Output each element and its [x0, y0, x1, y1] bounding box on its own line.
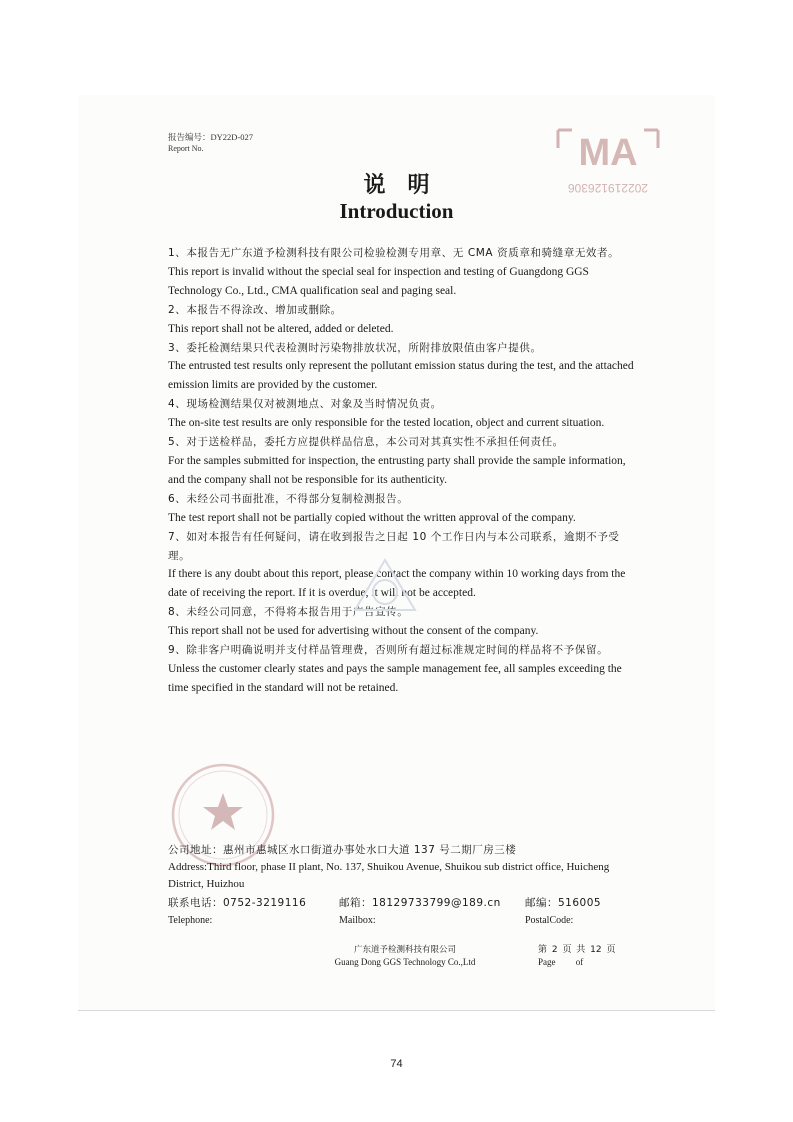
postal-cn: 邮编：516005	[525, 897, 602, 909]
clause-1-en: This report is invalid without the special seal for inspection and testing of Guangdong GGS Technology Co., Ltd., CMA qualification seal and paging seal.	[168, 265, 589, 297]
clause-7-cn: 7、如对本报告有任何疑问，请在收到报告之日起 10 个工作日内与本公司联系，逾期不予受理。	[168, 530, 620, 562]
page-indicator-en: Page of	[538, 957, 584, 967]
title-chinese: 说明	[363, 172, 452, 198]
clause-5-cn: 5、对于送检样品，委托方应提供样品信息，本公司对其真实性不承担任何责任。	[168, 436, 564, 449]
clause-8-cn: 8、未经公司同意，不得将本报告用于广告宣传。	[168, 606, 409, 619]
clause-4-cn: 4、现场检测结果仅对被测地点、对象及当时情况负责。	[168, 398, 442, 411]
mail-cn: 邮箱：18129733799@189.cn	[339, 897, 501, 909]
postal-en: PostalCode:	[525, 915, 574, 926]
contact-row	[168, 895, 638, 929]
clause-5-en: For the samples submitted for inspection, the entrusting party shall provide the sample information, and the company shall not be responsible for its authenticity.	[168, 454, 626, 486]
svg-text:MA: MA	[578, 132, 638, 174]
report-number	[168, 132, 253, 154]
phone-cn: 联系电话：0752-3219116	[168, 897, 307, 909]
clause-3-cn: 3、委托检测结果只代表检测时污染物排放状况，所附排放限值由客户提供。	[168, 341, 542, 354]
clause-7-en: If there is any doubt about this report, please contact the company within 10 working days from the date of receiving the report. If it is overdue, it will not be accepted.	[168, 568, 626, 600]
report-number-en: Report No.	[168, 144, 204, 153]
page-indicator	[538, 944, 615, 968]
clause-1-cn: 1、本报告无广东道予检测科技有限公司检验检测专用章、无 CMA 资质章和骑缝章无效者。	[168, 247, 620, 259]
address-en: Address:Third floor, phase II plant, No. 137, Shuikou Avenue, Shuikou sub district office, Huicheng District, Huizhou	[168, 861, 610, 890]
clause-8-en: This report shall not be used for advertising without the consent of the company.	[168, 625, 539, 638]
footer-contact	[168, 842, 638, 929]
svg-text:202219126306: 202219126306	[567, 181, 649, 195]
title-english: Introduction	[339, 199, 454, 223]
report-number-cn: 报告编号：DY22D-027	[168, 132, 253, 142]
address-cn: 公司地址：惠州市惠城区水口街道办事处水口大道 137 号二期厂房三楼	[168, 844, 517, 856]
postal-block	[525, 895, 601, 929]
mail-en: Mailbox:	[339, 915, 376, 926]
phone-block	[168, 895, 306, 929]
page-indicator-cn: 第 2 页 共 12 页	[538, 945, 616, 955]
phone-en: Telephone:	[168, 915, 213, 926]
clause-4-en: The on-site test results are only responsible for the tested location, object and current situation.	[168, 417, 605, 430]
clause-3-en: The entrusted test results only represent the pollutant emission status during the test, and the attached emission limits are provided by the customer.	[168, 360, 634, 392]
clause-6-en: The test report shall not be partially copied without the written approval of the company.	[168, 511, 576, 524]
clause-9-en: Unless the customer clearly states and pays the sample management fee, all samples exceeding the time specified in the standard will not be retained.	[168, 662, 622, 694]
company-name-en: Guang Dong GGS Technology Co.,Ltd	[334, 957, 476, 967]
clause-6-cn: 6、未经公司书面批准，不得部分复制检测报告。	[168, 492, 409, 505]
watermark-icon	[335, 540, 435, 640]
company-name	[325, 944, 485, 968]
clause-9-cn: 9、除非客户明确说明并支付样品管理费，否则所有超过标准规定时间的样品将不予保留。	[168, 644, 609, 657]
clause-2-cn: 2、本报告不得涂改、增加或删除。	[168, 303, 342, 316]
mail-block	[339, 895, 501, 929]
divider	[78, 1010, 715, 1011]
clause-2-en: This report shall not be altered, added or deleted.	[168, 322, 394, 335]
page-number: 74	[390, 1058, 403, 1070]
company-name-cn: 广东道予检测科技有限公司	[353, 945, 456, 955]
